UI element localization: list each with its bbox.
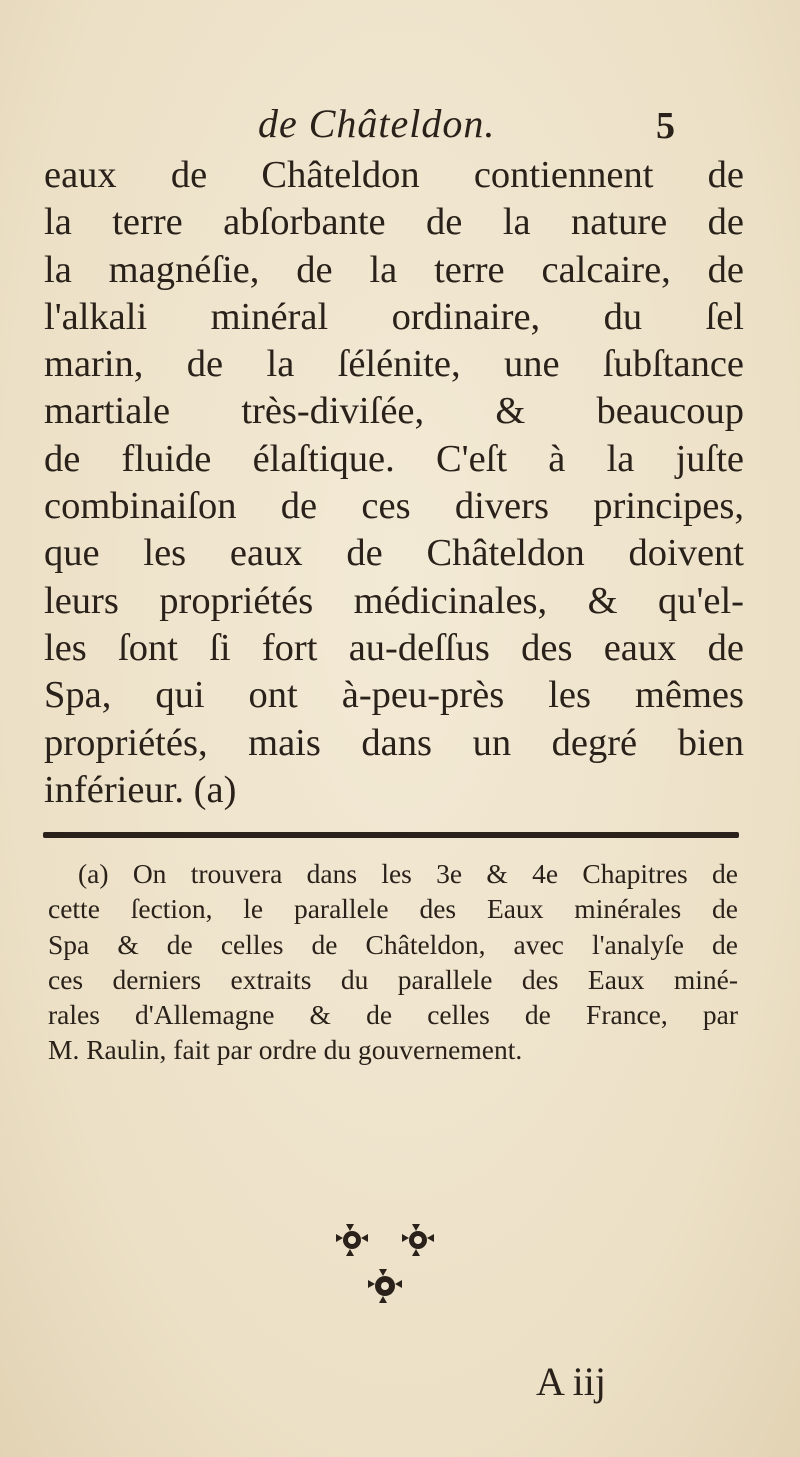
main-text	[44, 152, 744, 814]
text-line: la terre abſorbante de la nature de	[44, 201, 744, 244]
signature-mark: A iij	[536, 1359, 607, 1404]
fleuron-ornament-icon	[332, 1218, 442, 1328]
text-line: l'alkali minéral ordinaire, du ſel	[44, 295, 744, 338]
page-header	[0, 100, 800, 150]
text-line: inférieur. (a)	[44, 768, 237, 811]
running-head: de Châteldon.	[258, 101, 496, 146]
text-line: Spa, qui ont à-peu-près les mêmes	[44, 674, 744, 717]
footnote-line: rales d'Allemagne & de celles de France, par	[48, 999, 738, 1031]
text-line: les ſont ſi fort au-deſſus des eaux de	[44, 626, 744, 669]
footnote-line: Spa & de celles de Châteldon, avec l'analyſe de	[48, 928, 738, 960]
text-line: leurs propriétés médicinales, & qu'el-	[44, 579, 744, 622]
footnote-line: M. Raulin, fait par ordre du gouvernement.	[48, 1034, 523, 1066]
footnote-line: ces derniers extraits du parallele des Eaux miné-	[48, 963, 738, 995]
text-line: martiale très-diviſée, & beaucoup	[44, 390, 744, 433]
text-line: de fluide élaſtique. C'eſt à la juſte	[44, 437, 744, 480]
text-line: eaux de Châteldon contiennent de	[44, 154, 744, 196]
footnote-rule	[43, 832, 739, 838]
text-line: combinaiſon de ces divers principes,	[44, 485, 744, 528]
text-line: que les eaux de Châteldon doivent	[44, 532, 744, 575]
footnote-line: cette ſection, le parallele des Eaux minérales de	[48, 893, 738, 925]
text-line: propriétés, mais dans un degré bien	[44, 721, 744, 764]
footnote	[48, 856, 738, 1068]
text-line: la magnéſie, de la terre calcaire, de	[44, 248, 744, 291]
text-line: marin, de la ſélénite, une ſubſtance	[44, 343, 744, 386]
page-number: 5	[656, 105, 675, 147]
footnote-line: (a) On trouvera dans les 3e & 4e Chapitres de	[78, 858, 738, 889]
